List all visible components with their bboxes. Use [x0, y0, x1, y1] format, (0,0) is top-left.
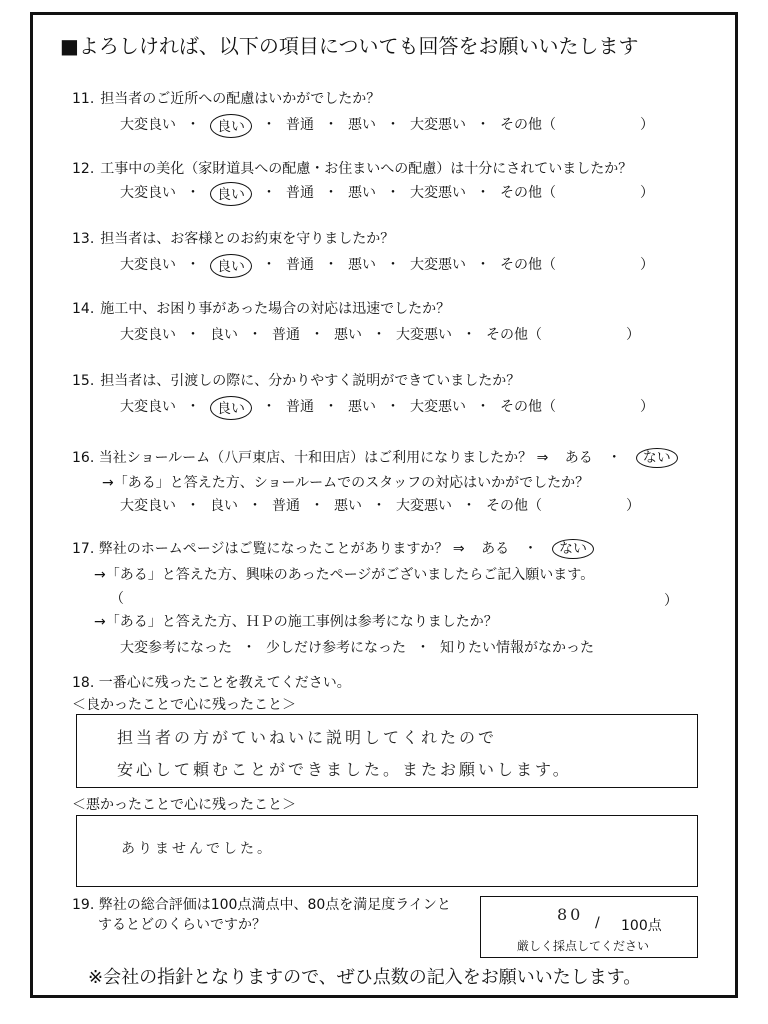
q19-text-line2: するとどのくらいですか？	[98, 917, 266, 933]
q18-bad-answer: ありませんでした。	[121, 841, 274, 857]
q19-max: 100点	[621, 918, 662, 934]
option-separator: ・	[476, 257, 490, 273]
q18-question	[72, 672, 351, 692]
q19-score: 80	[557, 905, 584, 924]
rating-option[interactable]: 大変悪い	[410, 399, 466, 415]
q13-question	[72, 228, 394, 248]
q17-paren-close: ）	[664, 593, 678, 609]
rating-option[interactable]: 大変良い	[120, 498, 176, 514]
option-separator: ・	[186, 257, 200, 273]
rating-option[interactable]: 普通	[286, 185, 314, 201]
rating-option[interactable]: その他（	[500, 185, 556, 201]
option-separator: ・	[324, 257, 338, 273]
q17-option-very-helpful[interactable]: 大変参考になった	[120, 640, 232, 656]
q18-good-answer-box[interactable]	[76, 714, 698, 788]
option-separator: ・	[248, 498, 262, 514]
option-separator: ・	[476, 117, 490, 133]
q16-follow: →「ある」と答えた方、ショールームでのスタッフの対応はいかがでしたか？	[102, 475, 590, 491]
option-separator: ・	[386, 117, 400, 133]
footer-note: ※会社の指針となりますので、ぜひ点数の記入をお願いいたします。	[88, 967, 642, 988]
rating-option[interactable]: その他（	[486, 327, 542, 343]
q17-option-not-helpful[interactable]: 知りたい情報がなかった	[440, 640, 594, 656]
rating-option[interactable]: 良い	[210, 396, 252, 420]
rating-option[interactable]: その他（	[486, 498, 542, 514]
option-separator: ・	[262, 257, 276, 273]
question-text: 担当者は、引渡しの際に、分かりやすく説明ができていましたか？	[100, 373, 521, 389]
option-separator: ・	[462, 498, 476, 514]
option-separator: ・	[324, 399, 338, 415]
question-text: 工事中の美化（家財道具への配慮・お住まいへの配慮）は十分にされていましたか？	[100, 161, 633, 177]
option-separator: ・	[386, 257, 400, 273]
rating-option[interactable]: 悪い	[348, 117, 376, 133]
question-text: 担当者のご近所への配慮はいかがでしたか？	[100, 91, 381, 107]
form-heading: ■よろしければ、以下の項目についても回答をお願いいたします	[60, 34, 639, 58]
q16-rating-options	[120, 495, 640, 515]
option-separator: ・	[372, 327, 386, 343]
q17-text: 弊社のホームページはご覧になったことがありますか？ ⇒	[98, 541, 465, 557]
q17-option-slightly-helpful[interactable]: 少しだけ参考になった	[266, 640, 406, 656]
option-separator: ・	[262, 117, 276, 133]
option-separator: ・	[462, 327, 476, 343]
q12-question	[72, 158, 632, 178]
question-number: 15.	[72, 373, 95, 389]
option-separator: ・	[186, 327, 200, 343]
option-separator: ・	[262, 399, 276, 415]
other-paren-close: ）	[640, 185, 654, 201]
q18-bad-label: ＜悪かったことで心に残ったこと＞	[72, 797, 296, 813]
q15-question	[72, 370, 520, 390]
q18-text: 一番心に残ったことを教えてください。	[98, 675, 351, 691]
option-separator: ・	[372, 498, 386, 514]
q12-rating-options	[120, 182, 654, 206]
q18-bad-answer-box[interactable]	[76, 815, 698, 887]
rating-option[interactable]: 悪い	[334, 327, 362, 343]
q19-text-line1: 弊社の総合評価は100点満点中、80点を満足度ラインと	[98, 897, 451, 913]
rating-option[interactable]: 良い	[210, 114, 252, 138]
q19-slash: /	[595, 915, 600, 931]
rating-option[interactable]: 普通	[286, 399, 314, 415]
rating-option[interactable]: 普通	[286, 117, 314, 133]
rating-option[interactable]: 悪い	[334, 498, 362, 514]
option-separator: ・	[186, 399, 200, 415]
rating-option[interactable]: 大変悪い	[410, 185, 466, 201]
rating-option[interactable]: 大変悪い	[410, 117, 466, 133]
rating-option[interactable]: 普通	[286, 257, 314, 273]
q17-options: 大変参考になった ・ 少しだけ参考になった ・ 知りたい情報がなかった	[120, 637, 594, 657]
other-paren-close: ）	[626, 327, 640, 343]
q17-number: 17.	[72, 541, 95, 557]
q18-number: 18.	[72, 675, 95, 691]
question-number: 14.	[72, 301, 95, 317]
option-separator: ・	[186, 498, 200, 514]
q17-follow2: →「ある」と答えた方、ＨＰの施工事例は参考になりましたか？	[94, 614, 498, 630]
q16-no-selected[interactable]: ない	[636, 448, 678, 468]
option-separator: ・	[186, 117, 200, 133]
q14-rating-options	[120, 324, 640, 344]
rating-option[interactable]: 大変良い	[120, 117, 176, 133]
rating-option[interactable]: 良い	[210, 327, 238, 343]
option-separator: ・	[310, 498, 324, 514]
q16-yes[interactable]: ある	[564, 450, 593, 466]
q11-question	[72, 88, 380, 108]
q16-question: 16. 当社ショールーム（八戸東店、十和田店）はご利用になりましたか？ ⇒ ある ・ ない	[72, 447, 678, 467]
q15-rating-options	[120, 396, 654, 420]
question-text: 施工中、お困り事があった場合の対応は迅速でしたか？	[100, 301, 451, 317]
rating-option[interactable]: 大変悪い	[396, 498, 452, 514]
q19-note: 厳しく採点してください	[517, 939, 650, 953]
rating-option[interactable]: 大変良い	[120, 399, 176, 415]
other-paren-close: ）	[640, 257, 654, 273]
q18-good-answer-line2: 安心して頼むことができました。またお願いします。	[117, 760, 572, 779]
option-separator: ・	[386, 399, 400, 415]
rating-option[interactable]: その他（	[500, 399, 556, 415]
other-paren-close: ）	[640, 117, 654, 133]
rating-option[interactable]: 大変良い	[120, 185, 176, 201]
option-separator: ・	[262, 185, 276, 201]
option-separator: ・	[324, 117, 338, 133]
q16-number: 16.	[72, 450, 95, 466]
question-number: 12.	[72, 161, 95, 177]
q14-question	[72, 298, 450, 318]
q16-text: 当社ショールーム（八戸東店、十和田店）はご利用になりましたか？ ⇒	[98, 450, 549, 466]
rating-option[interactable]: 悪い	[348, 399, 376, 415]
rating-option[interactable]: 大変悪い	[410, 257, 466, 273]
q17-follow1: →「ある」と答えた方、興味のあったページがございましたらご記入願います。	[94, 567, 595, 583]
q18-good-answer-line1: 担当者の方がていねいに説明してくれたので	[117, 728, 498, 747]
other-paren-close: ）	[626, 498, 640, 514]
option-separator: ・	[386, 185, 400, 201]
rating-option[interactable]: 悪い	[348, 185, 376, 201]
option-separator: ・	[310, 327, 324, 343]
rating-option[interactable]: その他（	[500, 117, 556, 133]
option-separator: ・	[186, 185, 200, 201]
rating-option[interactable]: 普通	[272, 327, 300, 343]
q11-rating-options	[120, 114, 654, 138]
option-separator: ・	[476, 399, 490, 415]
rating-option[interactable]: 大変悪い	[396, 327, 452, 343]
rating-option[interactable]: 普通	[272, 498, 300, 514]
option-separator: ・	[324, 185, 338, 201]
question-number: 13.	[72, 231, 95, 247]
other-paren-close: ）	[640, 399, 654, 415]
rating-option[interactable]: 悪い	[348, 257, 376, 273]
question-number: 11.	[72, 91, 95, 107]
rating-option[interactable]: 大変良い	[120, 327, 176, 343]
question-text: 担当者は、お客様とのお約束を守りましたか？	[100, 231, 395, 247]
q17-question: 17. 弊社のホームページはご覧になったことがありますか？ ⇒ ある ・ ない	[72, 538, 594, 558]
option-separator: ・	[476, 185, 490, 201]
q17-no-selected[interactable]: ない	[552, 539, 594, 559]
option-separator: ・	[248, 327, 262, 343]
q17-yes[interactable]: ある	[481, 541, 510, 557]
rating-option[interactable]: 良い	[210, 498, 238, 514]
rating-option[interactable]: 大変良い	[120, 257, 176, 273]
q18-good-label: ＜良かったことで心に残ったこと＞	[72, 697, 296, 713]
q19-score-box[interactable]	[480, 896, 698, 958]
q19-number: 19.	[72, 897, 95, 913]
q19-question	[72, 894, 451, 914]
q13-rating-options	[120, 254, 654, 278]
q17-paren-open: （	[110, 591, 124, 607]
rating-option[interactable]: 良い	[210, 254, 252, 278]
rating-option[interactable]: 良い	[210, 182, 252, 206]
rating-option[interactable]: その他（	[500, 257, 556, 273]
